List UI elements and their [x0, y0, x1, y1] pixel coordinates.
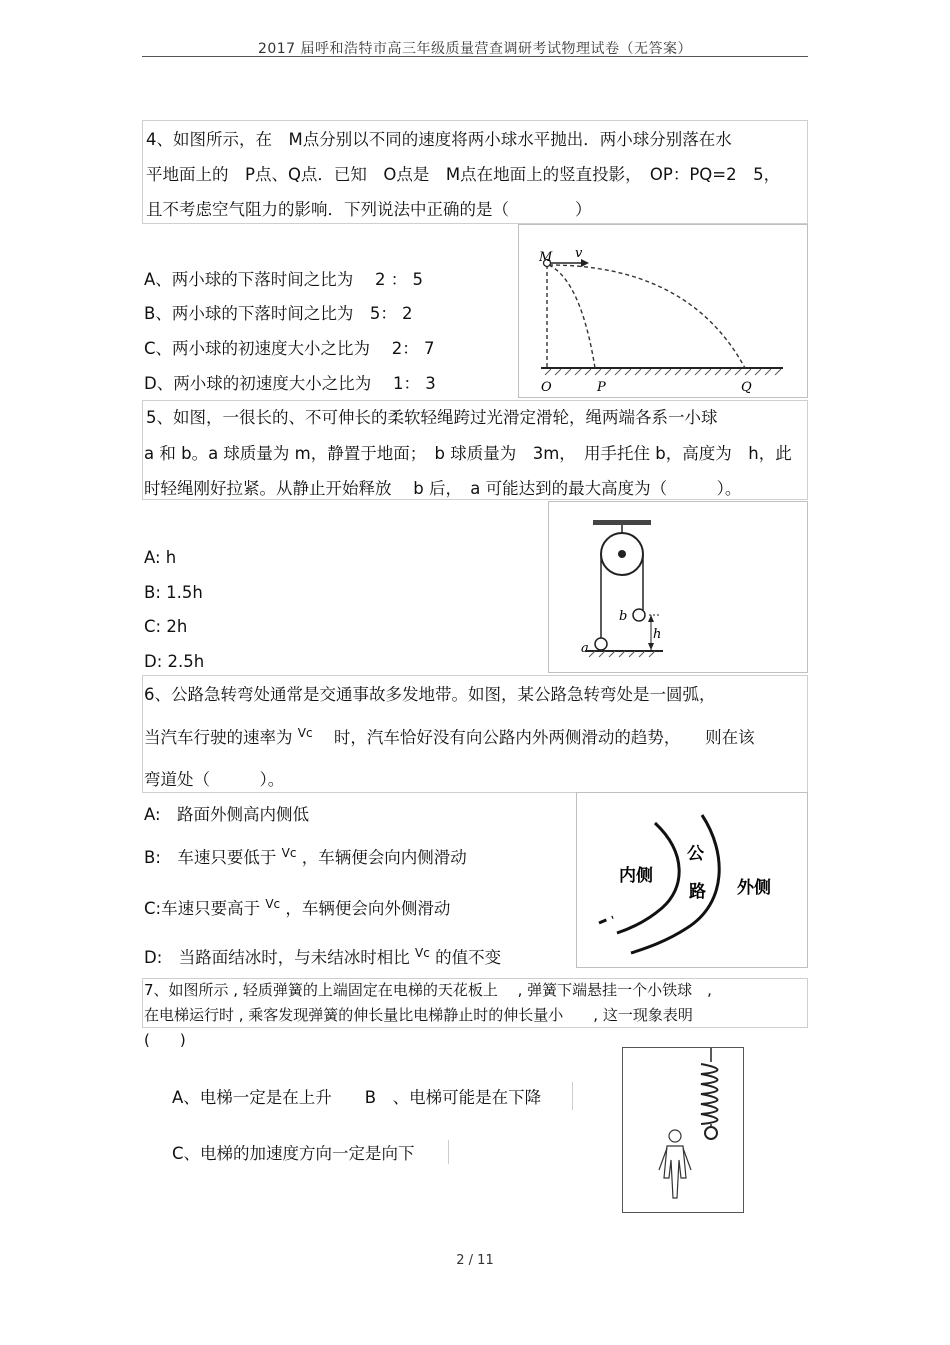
q6-optd-pre: D: 当路面结冰时，与未结冰时相比 — [144, 948, 410, 967]
q4-figure-projectile — [518, 224, 808, 398]
q7-stem-line-2: 在电梯运行时 , 乘客发现弹簧的伸长量比电梯静止时的伸长量小 , 这一现象表明 — [144, 1006, 693, 1024]
q6-line2-pre: 当汽车行驶的速率为 — [144, 728, 293, 747]
q7-option-c: C、电梯的加速度方向一定是向下 — [172, 1144, 415, 1163]
q4-stem-line-2: 平地面上的 P点、Q点．已知 O点是 M点在地面上的竖直投影， OP：PQ=2 5， — [146, 165, 781, 184]
q6-stem-line-1: 6、公路急转弯处通常是交通事故多发地带。如图，某公路急转弯处是一圆弧， — [144, 685, 716, 704]
q7-figure-elevator — [622, 1047, 744, 1213]
q7-stem-line-1: 7、如图所示 , 轻质弹簧的上端固定在电梯的天花板上 , 弹簧下端悬挂一个小铁球 , — [144, 981, 712, 999]
q6-option-c — [144, 899, 450, 920]
vc-symbol: Vc — [297, 726, 313, 740]
q6-stem-line-2 — [144, 728, 755, 749]
label-q: Q — [741, 380, 752, 395]
q5-figure-pulley — [548, 501, 808, 673]
q5-stem-line-2: a 和 b。a 球质量为 m，静置于地面； b 球质量为 3m， 用手托住 b，高度为 h，此 — [144, 444, 792, 463]
person-icon — [659, 1130, 691, 1198]
q5-option-b: B: 1.5h — [144, 583, 203, 602]
q4-option-b: B、两小球的下落时间之比为 5： 2 — [144, 304, 413, 323]
q5-option-c: C: 2h — [144, 617, 188, 636]
q7-elevator-diagram — [623, 1048, 743, 1212]
q7-option-c-rule — [448, 1140, 449, 1164]
q4-stem-line-1: 4、如图所示，在 M点分别以不同的速度将两小球水平抛出．两小球分别落在水 — [146, 130, 732, 149]
road-label-2: 路 — [689, 882, 706, 902]
q4-option-a: A、两小球的下落时间之比为 2 ： 5 — [144, 270, 424, 289]
q6-line2-post: 时，汽车恰好没有向公路内外两侧滑动的趋势， 则在该 — [333, 728, 755, 747]
q6-optc-pre: C:车速只要高于 — [144, 899, 261, 918]
q6-optb-post: ，车辆便会向内侧滑动 — [301, 848, 467, 867]
vc-symbol: Vc — [265, 897, 281, 911]
q6-option-b — [144, 848, 467, 869]
label-v: v — [575, 246, 583, 261]
q6-figure-curve — [576, 792, 808, 968]
label-a: a — [581, 641, 589, 656]
q6-option-d — [144, 948, 501, 969]
vc-symbol: Vc — [281, 846, 297, 860]
q6-optb-pre: B: 车速只要低于 — [144, 848, 277, 867]
q6-option-a: A: 路面外侧高内侧低 — [144, 805, 310, 824]
page-number: 2 / 11 — [456, 1253, 494, 1268]
q7-stem-line-3: ( ) — [144, 1031, 186, 1049]
label-p: P — [597, 380, 606, 395]
q6-optd-post: 的值不变 — [435, 948, 502, 967]
q5-pulley-diagram — [549, 502, 807, 672]
label-b: b — [619, 609, 628, 624]
inner-side-label: 内侧 — [619, 866, 653, 886]
q4-stem-line-3: 且不考虑空气阻力的影响．下列说法中正确的是（ ） — [146, 200, 592, 219]
q7-option-ab-rule — [572, 1082, 573, 1110]
q4-option-c: C、两小球的初速度大小之比为 2： 7 — [144, 339, 435, 358]
q4-projectile-diagram — [519, 225, 807, 397]
vc-symbol: Vc — [415, 946, 430, 960]
label-m: M — [539, 250, 553, 265]
q4-option-d: D、两小球的初速度大小之比为 1： 3 — [144, 374, 436, 393]
outer-side-label: 外侧 — [737, 878, 771, 898]
header-rule — [142, 56, 808, 57]
label-o: O — [541, 380, 552, 395]
q5-stem-line-1: 5、如图，一很长的、不可伸长的柔软轻绳跨过光滑定滑轮，绳两端各系一小球 — [146, 408, 718, 427]
q6-optc-post: ，车辆便会向外侧滑动 — [285, 899, 451, 918]
page-header-title: 2017 届呼和浩特市高三年级质量营查调研考试物理试卷（无答案） — [257, 41, 693, 57]
road-label-1: 公 — [687, 844, 704, 864]
q5-stem-line-3: 时轻绳刚好拉紧。从静止开始释放 b 后， a 可能达到的最大高度为（ ）。 — [144, 479, 742, 498]
q6-road-diagram — [577, 793, 807, 967]
q6-stem-line-3: 弯道处（ ）。 — [144, 770, 285, 789]
q7-option-ab: A、电梯一定是在上升 B 、电梯可能是在下降 — [172, 1088, 542, 1107]
q5-option-a: A: h — [144, 548, 177, 567]
label-h: h — [653, 627, 662, 642]
q5-option-d: D: 2.5h — [144, 652, 205, 671]
